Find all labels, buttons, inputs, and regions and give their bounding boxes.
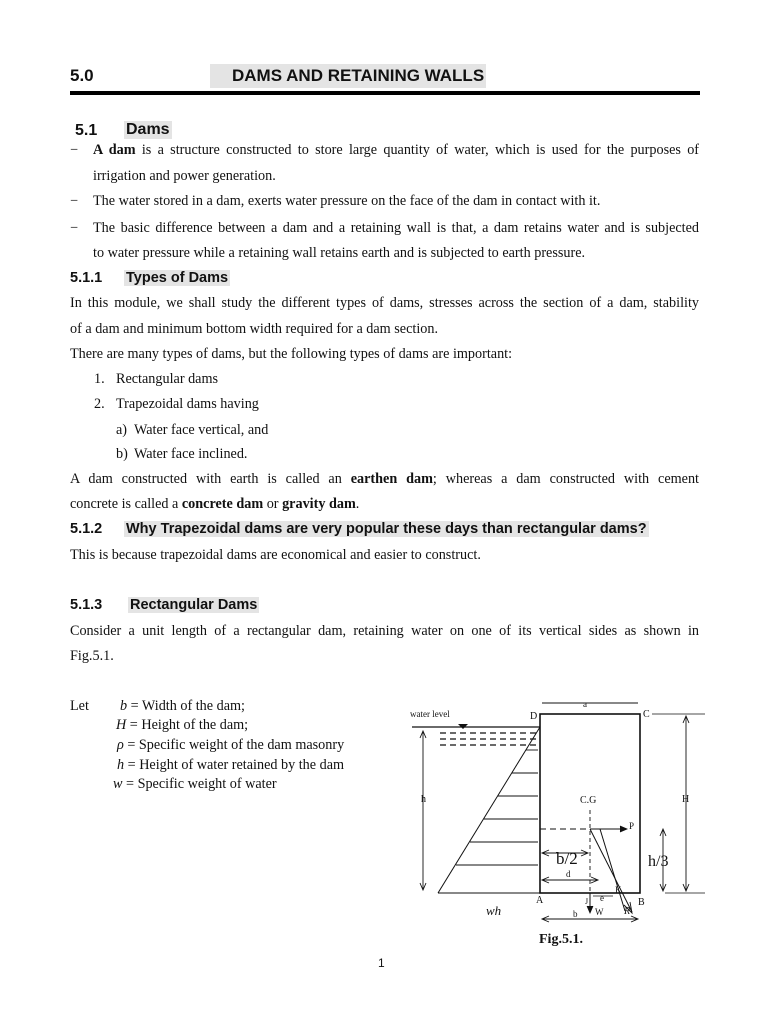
text: or bbox=[263, 496, 283, 512]
sublist-marker: b) bbox=[116, 446, 128, 462]
let-label: Let bbox=[70, 698, 89, 714]
types-para-3-line-2 bbox=[70, 496, 699, 513]
page-number: 1 bbox=[378, 956, 385, 970]
pressure-arrows bbox=[456, 750, 538, 865]
label-a: a bbox=[583, 699, 587, 709]
variable-symbol: b bbox=[120, 698, 128, 714]
resultant-line bbox=[590, 829, 632, 912]
types-para-1-line-1: In this module, we shall study the different types of dams, stresses across the section of a dam, stability bbox=[70, 295, 699, 311]
bullet-3-line-1: The basic difference between a dam and a retaining wall is that, a dam retains water and is subjected bbox=[93, 220, 699, 236]
variable-definition bbox=[116, 717, 248, 734]
term-gravity-dam: gravity dam bbox=[282, 496, 356, 512]
section-5-1-3-number: 5.1.3 bbox=[70, 597, 103, 613]
variable-definition bbox=[113, 776, 277, 793]
section-5-1-1-title: Types of Dams bbox=[126, 270, 229, 286]
bullet-marker: − bbox=[70, 220, 79, 236]
label-h-third: h/3 bbox=[648, 853, 669, 870]
arrowhead bbox=[587, 906, 593, 913]
section-5-1-2-title: Why Trapezoidal dams are very popular these days than rectangular dams? bbox=[126, 521, 647, 537]
variable-symbol: w bbox=[113, 776, 123, 792]
variable-definition bbox=[120, 698, 245, 715]
header-rule bbox=[70, 91, 700, 95]
sublist-item: Water face inclined. bbox=[134, 446, 248, 462]
label-wh: wh bbox=[486, 903, 502, 918]
bullet-1-line-1 bbox=[93, 142, 699, 159]
list-marker: 1. bbox=[94, 371, 105, 387]
text: A dam constructed with earth is called an bbox=[70, 471, 351, 487]
label-W: W bbox=[595, 907, 604, 917]
section-5-1-3-title: Rectangular Dams bbox=[130, 597, 258, 613]
variable-symbol: H bbox=[116, 717, 127, 733]
list-marker: 2. bbox=[94, 396, 105, 412]
label-water-level: water level bbox=[410, 709, 450, 719]
variable-description: = Height of the dam; bbox=[126, 717, 249, 733]
bullet-marker: − bbox=[70, 193, 79, 209]
variable-definition bbox=[117, 757, 344, 774]
figure-caption: Fig.5.1. bbox=[539, 932, 583, 947]
variable-symbol: h bbox=[117, 757, 125, 773]
section-5-1-3-para-line-1: Consider a unit length of a rectangular dam, retaining water on one of its vertical sides as shown in bbox=[70, 623, 699, 639]
pressure-diagram-edge bbox=[438, 727, 540, 893]
text: . bbox=[355, 496, 360, 512]
bullet-1-line-2: irrigation and power generation. bbox=[93, 168, 276, 184]
arrowhead bbox=[620, 826, 627, 832]
label-D: D bbox=[530, 711, 538, 722]
types-para-1-line-2: of a dam and minimum bottom width required for a dam section. bbox=[70, 321, 439, 337]
rectangular-dam-figure bbox=[400, 692, 720, 932]
text: concrete is called a bbox=[70, 496, 182, 512]
section-5-1-3-para-line-2: Fig.5.1. bbox=[70, 648, 114, 664]
label-J: J bbox=[585, 897, 589, 906]
section-5-1-1-number: 5.1.1 bbox=[70, 270, 103, 286]
section-5-1-2-number: 5.1.2 bbox=[70, 521, 103, 537]
label-K: K bbox=[615, 885, 622, 895]
label-P: P bbox=[629, 821, 635, 831]
term-earthen-dam: earthen dam bbox=[350, 471, 433, 487]
list-item: Rectangular dams bbox=[116, 371, 219, 387]
bullet-1-line-1-text: is a structure constructed to store large quantity of water, which is used for the purposes of bbox=[135, 142, 700, 158]
variable-description: = Specific weight of the dam masonry bbox=[123, 737, 345, 753]
section-5-1-title: Dams bbox=[126, 121, 170, 138]
label-B: B bbox=[638, 897, 645, 908]
variable-description: = Height of water retained by the dam bbox=[124, 757, 345, 773]
label-CG: C.G bbox=[580, 795, 597, 806]
variable-description: = Width of the dam; bbox=[127, 698, 245, 714]
label-R: R bbox=[624, 906, 631, 917]
list-item: Trapezoidal dams having bbox=[116, 396, 259, 412]
bullet-marker: − bbox=[70, 142, 79, 158]
label-b-half: b/2 bbox=[556, 849, 578, 868]
variable-definition bbox=[117, 737, 344, 754]
text: ; whereas a dam constructed with cement bbox=[432, 471, 699, 487]
water-hatching bbox=[440, 733, 540, 745]
term-a-dam: A dam bbox=[93, 142, 136, 158]
sublist-marker: a) bbox=[116, 422, 128, 438]
label-h: h bbox=[421, 794, 426, 805]
section-5-1-2-para: This is because trapezoidal dams are economical and easier to construct. bbox=[70, 547, 481, 563]
label-C: C bbox=[643, 709, 650, 720]
types-para-3-line-1 bbox=[70, 471, 699, 488]
label-e: e bbox=[600, 893, 604, 903]
chapter-title: DAMS AND RETAINING WALLS bbox=[210, 64, 486, 88]
label-H: H bbox=[682, 794, 690, 805]
term-concrete-dam: concrete dam bbox=[181, 496, 264, 512]
types-para-2: There are many types of dams, but the following types of dams are important: bbox=[70, 346, 513, 362]
variable-symbol: ρ bbox=[117, 737, 124, 753]
bullet-3-line-2: to water pressure while a retaining wall retains earth and is subjected to earth pressure. bbox=[93, 245, 586, 261]
label-d: d bbox=[566, 869, 571, 879]
label-b: b bbox=[573, 909, 578, 919]
chapter-number: 5.0 bbox=[70, 66, 94, 85]
label-A: A bbox=[536, 895, 544, 906]
bullet-2: The water stored in a dam, exerts water pressure on the face of the dam in contact with it. bbox=[93, 193, 601, 209]
variable-description: = Specific weight of water bbox=[122, 776, 277, 792]
section-5-1-number: 5.1 bbox=[75, 122, 98, 139]
sublist-item: Water face vertical, and bbox=[134, 422, 269, 438]
